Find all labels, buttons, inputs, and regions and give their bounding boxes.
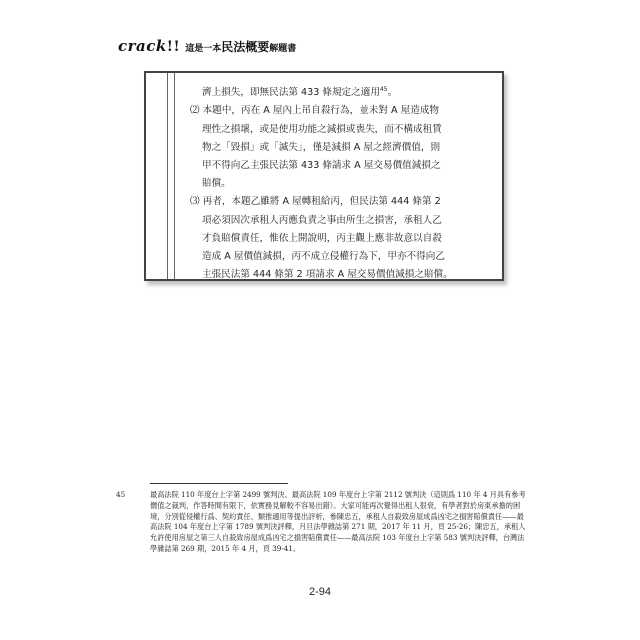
answer-line: ⑵ 本題中，丙在 A 屋內上吊自殺行為，並未對 A 屋造成物 [190,105,440,117]
footnote [116,490,526,555]
answer-line: 物之「毀損」或「滅失」，僅是減損 A 屋之經濟價值，則 [202,141,441,153]
answer-line: 造成 A 屋價值減損，丙不成立侵權行為下，甲亦不得向乙 [202,251,445,263]
answer-line: 甲不得向乙主張民法第 433 條請求 A 屋交易價值減損之 [202,160,441,171]
footnote-number: 45 [116,490,126,499]
answer-line: 賠償。 [202,178,231,190]
running-header [118,36,296,56]
footnote-separator [150,483,288,484]
header-suffix: 解題書 [269,44,297,54]
answer-box [144,71,504,281]
answer-line: 才負賠償責任，惟依上開說明，丙主觀上應非故意以自殺 [202,232,442,244]
footnote-text: 最高法院 110 年度台上字第 2499 號判決、最高法院 109 年度台上字第 2112 號判決（這則爲 110 年 4 月具有參考價值之裁判，作答時間有限下，依實務見解較不容易出錯）。大家可能再次覺得出租人很衰，有學者對於房東承擔的困境，分別從侵權行爲、契約責任、類推適用等提出評析，參陳忠五，承租人自殺致房屋成爲凶宅之損害賠償責任——最高法院 104 年度台上字第 1789 號判決評釋，月旦法學雜誌第 271 期，2017 年 11 月，頁 25-26；陳忠五，承租人允許使用房屋之第三人自殺致房屋成爲凶宅之損害賠償責任——最高法院 103 年度台上字第 583 號判決評釋，台灣法學雜誌第 269 期，2015 年 4 月，頁 39-41。 [150,490,526,553]
header-subtitle: 這是一本 [185,44,222,54]
box-margin-rule [167,73,175,279]
header-title: 民法概要 [221,40,270,54]
answer-line: 理性之損壞，或是使用功能之減損或喪失，而不構成租賃 [202,123,442,135]
answer-text [190,81,490,284]
page-number: 2-94 [308,586,332,598]
brand-logo: crack!! [118,37,181,55]
answer-line: 濟上損失，即無民法第 433 條規定之適用$^{45}$。 [202,86,398,99]
footnote-ref: 45 [379,86,388,93]
answer-line: 項必須因次承租人丙應負責之事由所生之損害，承租人乙 [202,214,442,226]
answer-line: 主張民法第 444 條第 2 項請求 A 屋交易價值減損之賠償。 [202,269,453,281]
answer-line: ⑶ 再者，本題乙雖將 A 屋轉租給丙，但民法第 444 條第 2 [190,196,441,208]
